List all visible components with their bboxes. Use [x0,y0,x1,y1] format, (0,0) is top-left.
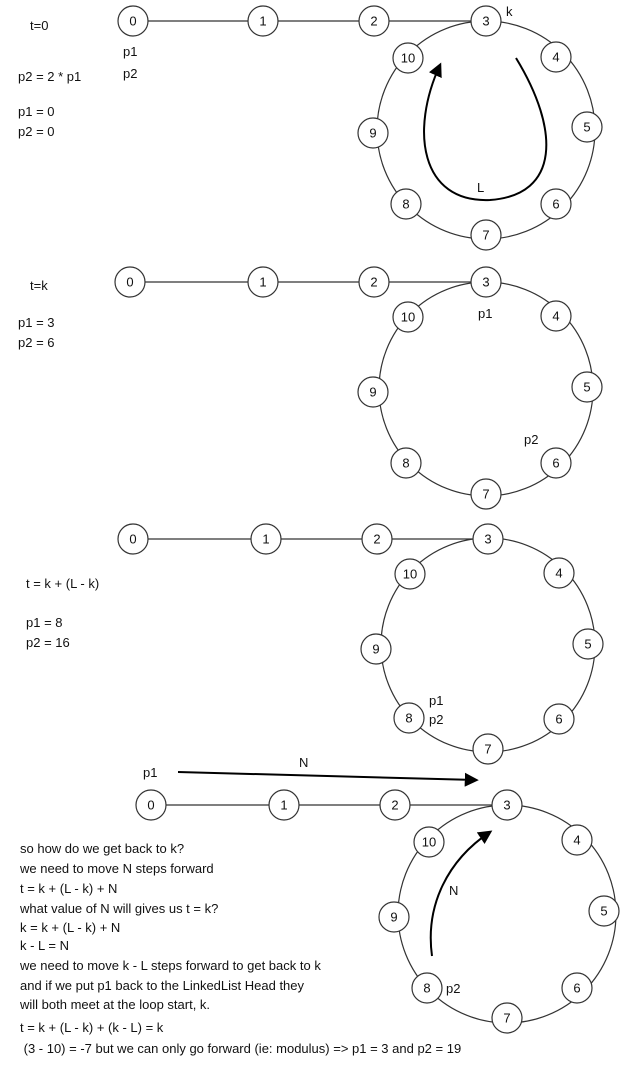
node-6 [541,448,571,478]
node-0 [136,790,166,820]
explanation-line: what value of N will gives us t = k? [20,901,219,916]
svg-text:4: 4 [552,308,560,324]
svg-text:6: 6 [552,455,560,471]
svg-text:1: 1 [259,274,267,290]
node-4 [544,558,574,588]
explanation-line: t = k + (L - k) + N [20,881,118,896]
p1-value: p1 = 0 [18,104,55,119]
node-7 [471,220,501,250]
svg-text:10: 10 [421,834,437,850]
p2-value: p2 = 16 [26,635,70,650]
time-label: t=k [30,278,48,293]
svg-text:3: 3 [482,274,490,290]
node-9 [379,902,409,932]
node-1 [251,524,281,554]
svg-text:6: 6 [573,980,581,996]
svg-text:10: 10 [400,50,416,66]
svg-text:9: 9 [369,384,377,400]
node-10 [393,43,423,73]
panel-tn [19,755,619,1056]
node-3 [471,6,501,36]
svg-text:9: 9 [372,641,380,657]
relation-note: p2 = 2 * p1 [18,69,82,84]
n-steps-arrow [178,772,476,780]
p1-value: p1 = 3 [18,315,55,330]
node-5 [573,629,603,659]
explanation-line: k - L = N [20,938,70,953]
node-4 [562,825,592,855]
node-8 [394,703,424,733]
svg-text:3: 3 [484,531,492,547]
svg-text:9: 9 [369,125,377,141]
svg-text:2: 2 [373,531,381,547]
svg-text:7: 7 [503,1010,511,1026]
svg-text:5: 5 [583,119,591,135]
panel-tkl [26,524,603,764]
node-10 [414,827,444,857]
svg-text:1: 1 [262,531,270,547]
p1-pointer-label: p1 [123,44,138,59]
svg-text:3: 3 [482,13,490,29]
explanation-line: so how do we get back to k? [20,841,185,856]
node-8 [391,189,421,219]
node-9 [358,377,388,407]
svg-text:2: 2 [370,13,378,29]
panel-t0 [18,4,602,250]
node-6 [562,973,592,1003]
svg-text:0: 0 [129,531,137,547]
node-6 [541,189,571,219]
node-4 [541,301,571,331]
svg-text:0: 0 [129,13,137,29]
svg-text:10: 10 [400,309,416,325]
node-9 [358,118,388,148]
node-5 [572,112,602,142]
explanation-text [19,841,461,1056]
node-3 [471,267,501,297]
node-3 [473,524,503,554]
explanation-line: k = k + (L - k) + N [20,920,121,935]
node-1 [248,6,278,36]
svg-text:8: 8 [402,196,410,212]
svg-text:2: 2 [391,797,399,813]
loop-length-label: L [477,180,485,195]
svg-text:5: 5 [584,636,592,652]
explanation-line: t = k + (L - k) + (k - L) = k [20,1020,164,1035]
node-0 [115,267,145,297]
loop-traversal-arrow [424,58,546,200]
svg-text:7: 7 [484,741,492,757]
svg-text:3: 3 [503,797,511,813]
p2-value: p2 = 0 [18,124,55,139]
svg-text:8: 8 [402,455,410,471]
p2-pointer-label: p2 [123,66,138,81]
svg-text:7: 7 [482,227,490,243]
svg-text:4: 4 [552,49,560,65]
svg-text:8: 8 [423,980,431,996]
node-7 [473,734,503,764]
node-9 [361,634,391,664]
svg-text:9: 9 [390,909,398,925]
node-6 [544,704,574,734]
node-0 [118,6,148,36]
svg-text:10: 10 [402,566,418,582]
time-label: t = k + (L - k) [26,576,100,591]
node-1 [248,267,278,297]
svg-text:8: 8 [405,710,413,726]
node-4 [541,42,571,72]
p2-value: p2 = 6 [18,335,55,350]
node-5 [572,372,602,402]
node-2 [362,524,392,554]
svg-text:7: 7 [482,486,490,502]
svg-text:5: 5 [583,379,591,395]
node-10 [395,559,425,589]
p2-pointer-label: p2 [429,712,444,727]
svg-text:1: 1 [259,13,267,29]
p2-pointer-label: p2 [446,981,461,996]
time-label: t=0 [30,18,49,33]
svg-text:4: 4 [555,565,563,581]
node-2 [359,6,389,36]
explanation-line: we need to move k - L steps forward to get back to k [20,958,321,973]
explanation-line: and if we put p1 back to the LinkedList Head they [20,978,305,993]
n-loop-label: N [449,883,459,898]
node-7 [492,1003,522,1033]
node-10 [393,302,423,332]
node-8 [412,973,442,1003]
explanation-line: will both meet at the loop start, k. [20,997,211,1012]
svg-text:4: 4 [573,832,581,848]
svg-text:0: 0 [147,797,155,813]
p1-pointer-label: p1 [143,765,158,780]
svg-text:2: 2 [370,274,378,290]
panel-tk [18,267,602,509]
node-7 [471,479,501,509]
node-5 [589,896,619,926]
node-8 [391,448,421,478]
node-2 [359,267,389,297]
node-3 [492,790,522,820]
p1-pointer-label: p1 [429,693,444,708]
node-2 [380,790,410,820]
svg-text:6: 6 [555,711,563,727]
svg-text:5: 5 [600,903,608,919]
explanation-line: we need to move N steps forward [20,861,214,876]
node-0 [118,524,148,554]
explanation-line: (3 - 10) = -7 but we can only go forward (ie: modulus) => p1 = 3 and p2 = 19 [20,1041,462,1056]
node-1 [269,790,299,820]
p1-pointer-label: p1 [478,306,493,321]
p1-value: p1 = 8 [26,615,63,630]
svg-text:1: 1 [280,797,288,813]
n-label: N [299,755,309,770]
p2-pointer-label: p2 [524,432,539,447]
svg-text:6: 6 [552,196,560,212]
k-label: k [506,4,513,19]
svg-text:0: 0 [126,274,134,290]
